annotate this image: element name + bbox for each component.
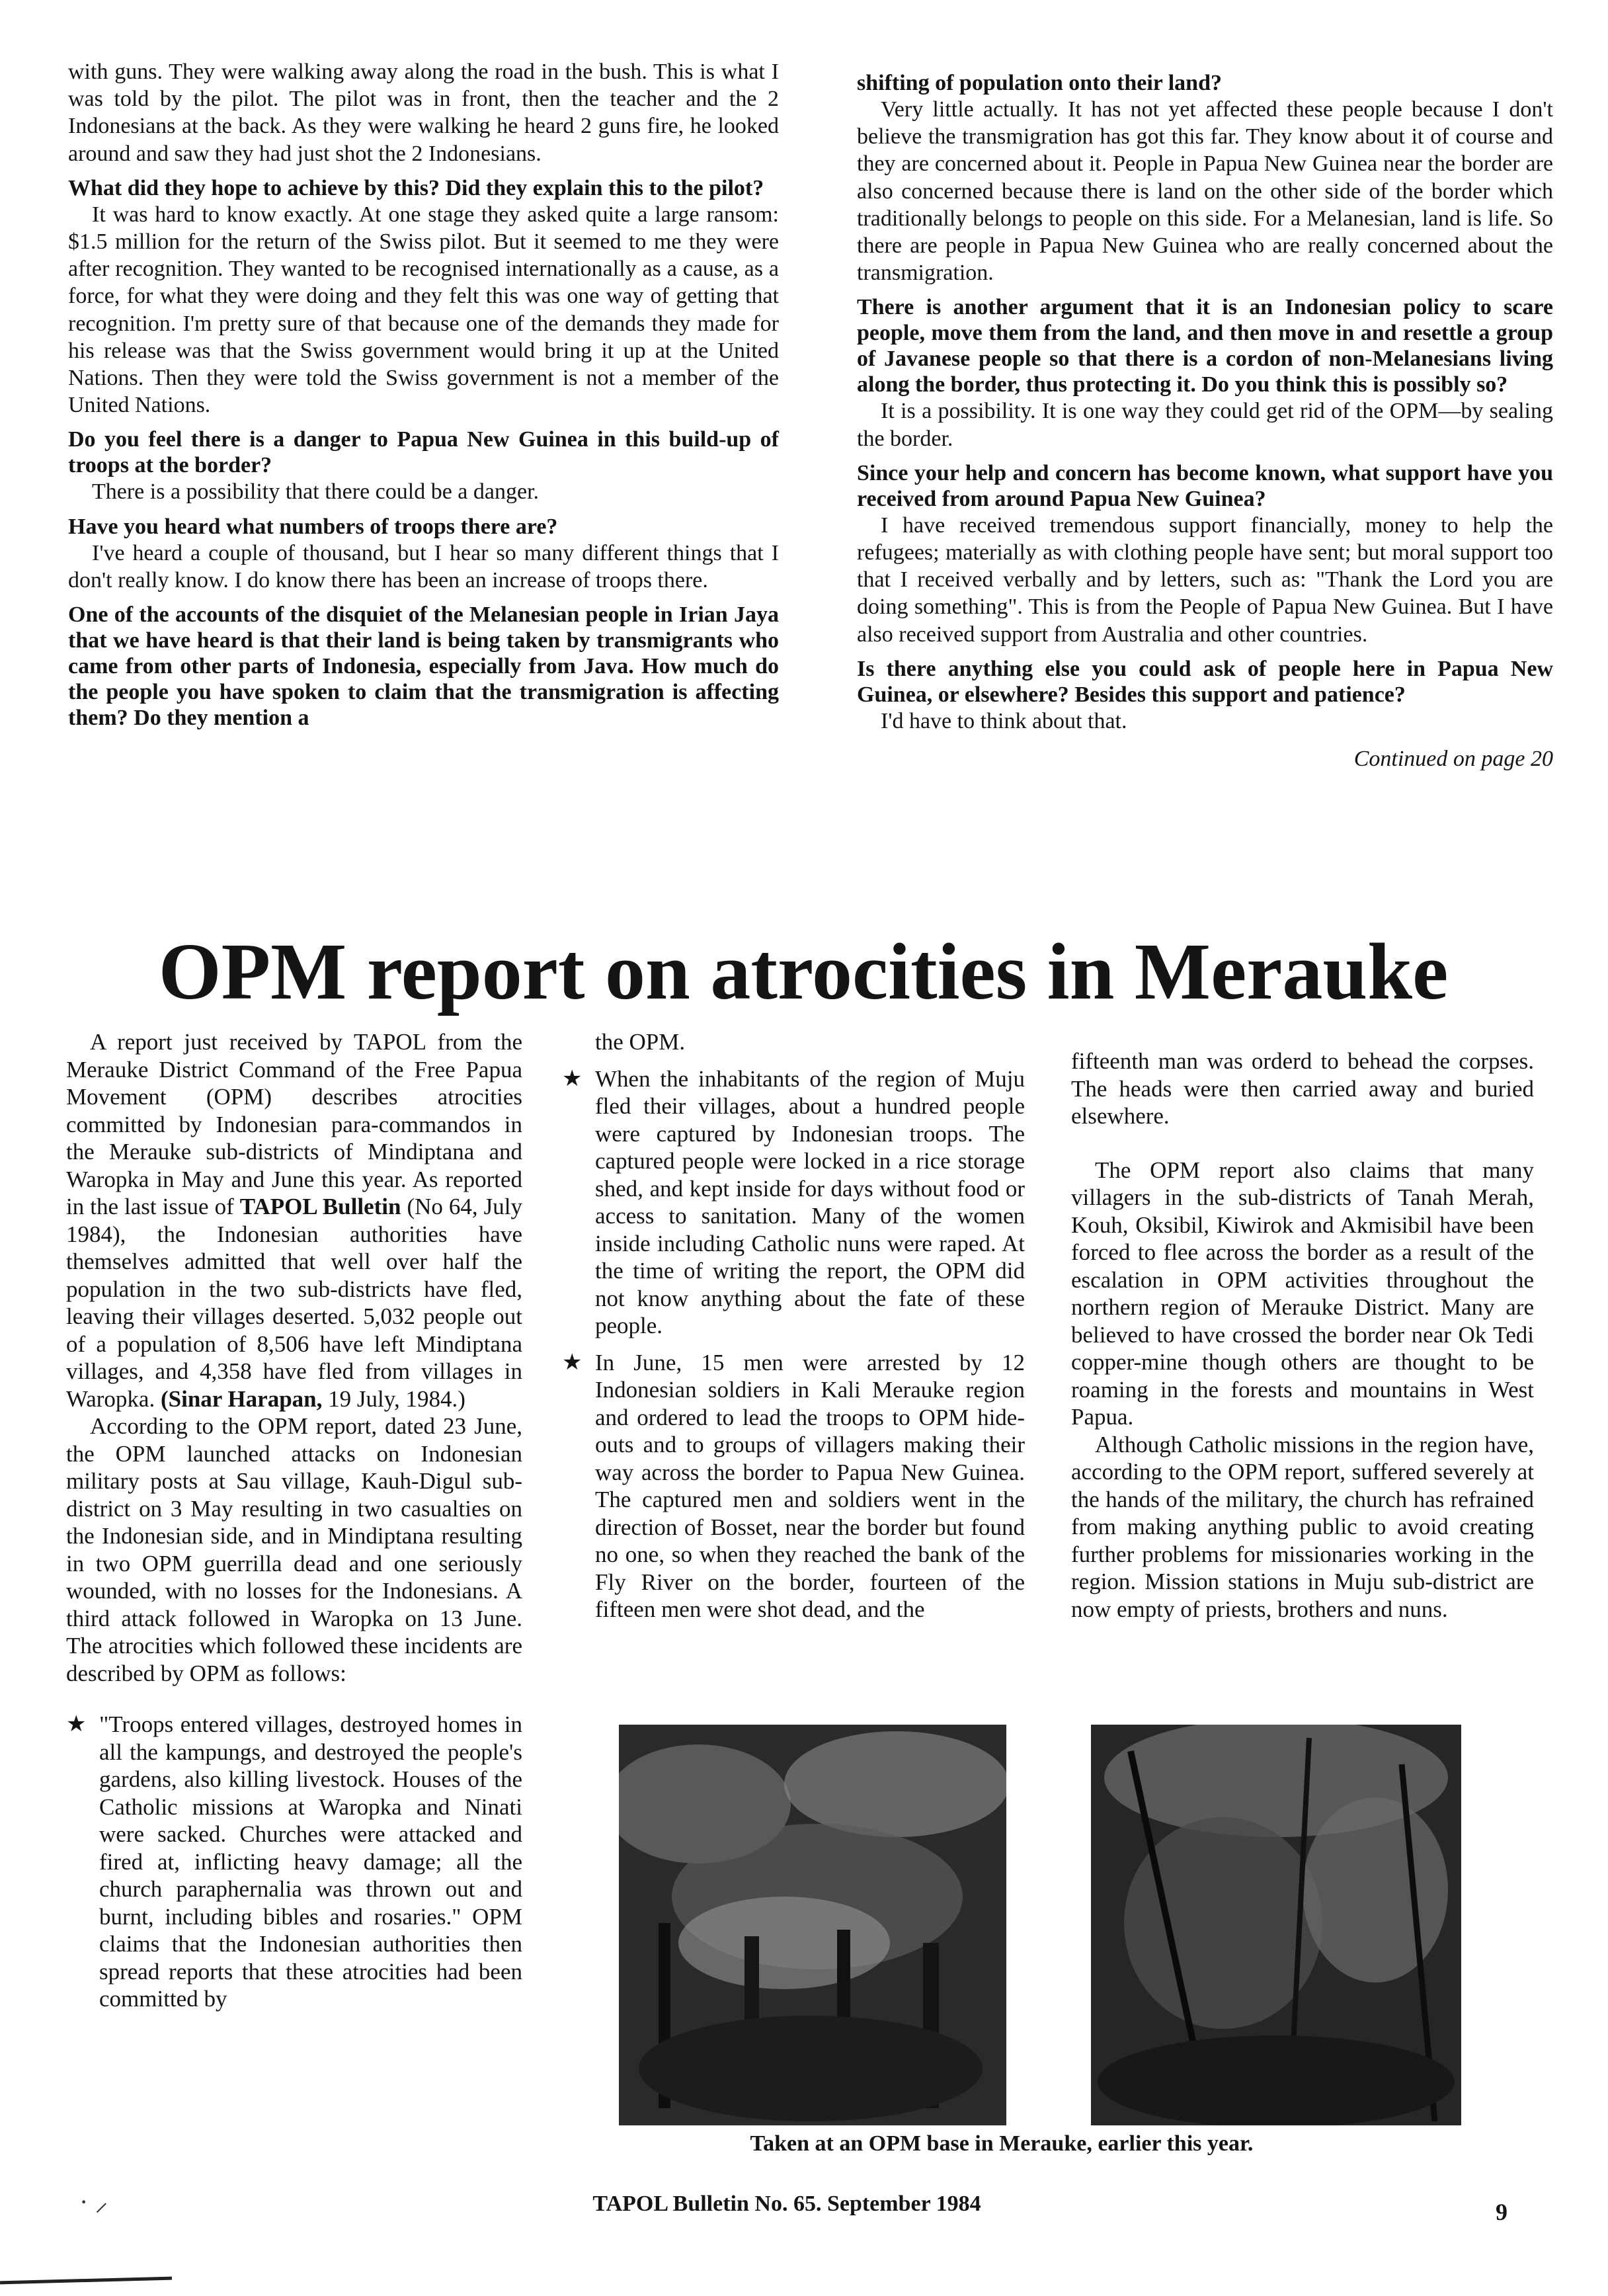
interview-question: shifting of population onto their land? — [857, 71, 1223, 95]
intro-text: 19 July, 1984.) — [328, 1385, 465, 1412]
bullet-text: In June, 15 men were arrested by 12 Indonesian soldiers in Kali Merauke region and ordered to lead the troops to OPM hide-outs and to groups of villagers making their way across the border to Papua New Guinea. The captured men and soldiers went in the direction of Bosset, near the border but found no one, so when they reached the bank of the Fly River on the border, fourteen of the fifteen men were shot dead, and the — [595, 1349, 1025, 1622]
scan-mark: · ⸝ — [79, 2187, 108, 2217]
interview-answer: I have received tremendous support financially, money to help the refugees; materially as with clothing people have sent; but moral support too that I received verbally and by letters, such as: "Thank the Lord you are doing something". This is from the People of Papua New Guinea. But I have also received support from Australia and other countries. — [857, 512, 1553, 647]
publication-name: TAPOL Bulletin — [239, 1194, 401, 1219]
intro-paragraph — [66, 1028, 522, 1413]
interview-question: There is another argument that it is an Indonesian policy to scare people, move them from the land, and then move in and resettle a group of Javanese people so that there is a cordon of non-Melanesians living along the border, thus protecting it. Do you think this is possibly so? — [857, 295, 1553, 397]
interview-answer: Very little actually. It has not yet affected these people because I don't believe the transmigration has got this far. They know about it of course and they are concerned about it. People in Papua New Guinea near the border are also concerned because there is land on the other side of the border which traditionally belongs to people on this side. For a Melanesian, land is life. So there are people in Papua New Guinea who are really concerned about the transmigration. — [857, 97, 1553, 286]
interview-answer: I've heard a couple of thousand, but I hear so many different things that I don't really know. I do know there has been an increase of troops there. — [68, 540, 779, 593]
interview-question: Since your help and concern has become known, what support have you received from around Papua New Guinea? — [857, 460, 1553, 511]
article-column-2 — [562, 1028, 1025, 1623]
article-column-3 — [1071, 1047, 1534, 1623]
interview-question: Have you heard what numbers of troops there are? — [68, 514, 558, 539]
photo-opm-base-right — [1091, 1725, 1461, 2125]
footer-publication: TAPOL Bulletin No. 65. September 1984 — [592, 2192, 981, 2216]
bullet-item — [66, 1711, 522, 2013]
star-bullet-icon: ★ — [562, 1065, 583, 1092]
bullet-text: When the inhabitants of the region of Muju fled their villages, about a hundred people were captured by Indonesian troops. The captured people were locked in a rice storage shed, and kept inside for days without food or access to sanitation. Many of the women inside including Catholic nuns were raped. At the time of writing the report, the OPM did not know anything about the fate of these people. — [595, 1065, 1025, 1338]
star-bullet-icon: ★ — [562, 1348, 583, 1375]
interview-question: One of the accounts of the disquiet of the Melanesian people in Irian Jaya that we have heard is that their land is being taken by transmigrants who came from other parts of Indonesia, especially from Java. How much do the people you have spoken to claim that the transmigration is affecting them? Do they mention a — [68, 602, 779, 731]
article-column-1 — [66, 1028, 522, 2013]
star-bullet-icon: ★ — [66, 1711, 87, 1737]
continued-note: Continued on page 20 — [1353, 747, 1553, 772]
edge-rule — [0, 2277, 172, 2285]
interview-left-column — [68, 58, 779, 731]
continued-text: the OPM. — [595, 1029, 686, 1055]
interview-question: Do you feel there is a danger to Papua New Guinea in this build-up of troops at the border? — [68, 427, 779, 478]
photo-opm-base-left — [619, 1725, 1006, 2125]
continued-text: fifteenth man was orderd to behead the corpses. The heads were then carried away and buried elsewhere. — [1071, 1048, 1534, 1129]
interview-answer: I'd have to think about that. — [881, 708, 1127, 733]
interview-right-column — [857, 70, 1553, 772]
bullet-item — [562, 1349, 1025, 1623]
photo-caption: Taken at an OPM base in Merauke, earlier this year. — [750, 2131, 1254, 2156]
page-number: 9 — [1496, 2199, 1508, 2225]
body-paragraph: The OPM report also claims that many villagers in the sub-districts of Tanah Merah, Kouh, Oksibil, Kiwirok and Akmisibil have been forced to flee across the border as a result of the escalation in OPM activities throughout the northern region of Merauke District. Many are believed to have crossed the border near Ok Tedi copper-mine though others are thought to be roaming in the forests and mountains in West Papua. — [1071, 1157, 1534, 1430]
intro-text: A report just received by TAPOL from the Merauke District Command of the Free Papua Movement (OPM) describes atrocities committed by Indonesian para-commandos in the Merauke sub-districts of Mindiptana and Waropka in May and June this year. As reported in the last issue of — [66, 1029, 522, 1219]
interview-paragraph: with guns. They were walking away along the road in the bush. This is what I was told by the pilot. The pilot was in front, then the teacher and the 2 Indonesians at the back. As they were walking he heard 2 guns fire, he looked around and saw they had just shot the 2 Indonesians. — [68, 60, 779, 166]
intro-text: (No 64, July 1984), the Indonesian authorities have themselves admitted that well over half the population in the two sub-districts have fled, leaving their villages deserted. 5,032 people out of a population of 8,506 have left Mindiptana villages, and 4,358 have fled from villages in Waropka. — [66, 1194, 523, 1412]
interview-answer: There is a possibility that there could be a danger. — [92, 479, 540, 505]
bullet-text: "Troops entered villages, destroyed homes in all the kampungs, and destroyed the people's gardens, also killing livestock. Houses of the Catholic missions at Waropka and Ninati were sacked. Churches were attacked and fired at, inflicting heavy damage; all the church paraphernalia was thrown out and burnt, including bibles and rosaries." OPM claims that the Indonesian authorities then spread reports that these atrocities had been committed by — [99, 1711, 522, 2012]
interview-question: Is there anything else you could ask of people here in Papua New Guinea, or elsewhere? Besides this support and patience? — [857, 656, 1553, 707]
article-headline: OPM report on atrocities in Merauke — [158, 927, 1449, 1016]
interview-answer: It was hard to know exactly. At one stage they asked quite a large ransom: $1.5 million for the return of the Swiss pilot. But it seemed to me they were after recognition. They wanted to be recognised internationally as a cause, as a force, for what they were doing and they felt this was one way of getting that recognition. I'm pretty sure of that because one of the demands they made for his release was that the Swiss government would bring it up at the United Nations. Then they were told the Swiss government is not a member of the United Nations. — [68, 202, 779, 418]
bullet-item — [562, 1065, 1025, 1340]
body-paragraph: According to the OPM report, dated 23 June, the OPM launched attacks on Indonesian military posts at Sau village, Kauh-Digul sub-district on 3 May resulting in two casualties on the Indonesian side, and in Mindiptana resulting in two OPM guerrilla dead and one seriously wounded, with no losses for the Indonesians. A third attack followed in Waropka on 13 June. The atrocities which followed these incidents are described by OPM as follows: — [66, 1413, 522, 1686]
interview-answer: It is a possibility. It is one way they could get rid of the OPM—by sealing the border. — [857, 399, 1553, 451]
body-paragraph: Although Catholic missions in the region have, according to the OPM report, suffered severely at the hands of the military, the church has refrained from making anything public to avoid creating further problems for missionaries working in the region. Mission stations in Muju sub-district are now empty of priests, brothers and nuns. — [1071, 1431, 1534, 1622]
interview-question: What did they hope to achieve by this? Did they explain this to the pilot? — [68, 175, 764, 200]
source-citation: (Sinar Harapan, — [160, 1385, 323, 1412]
